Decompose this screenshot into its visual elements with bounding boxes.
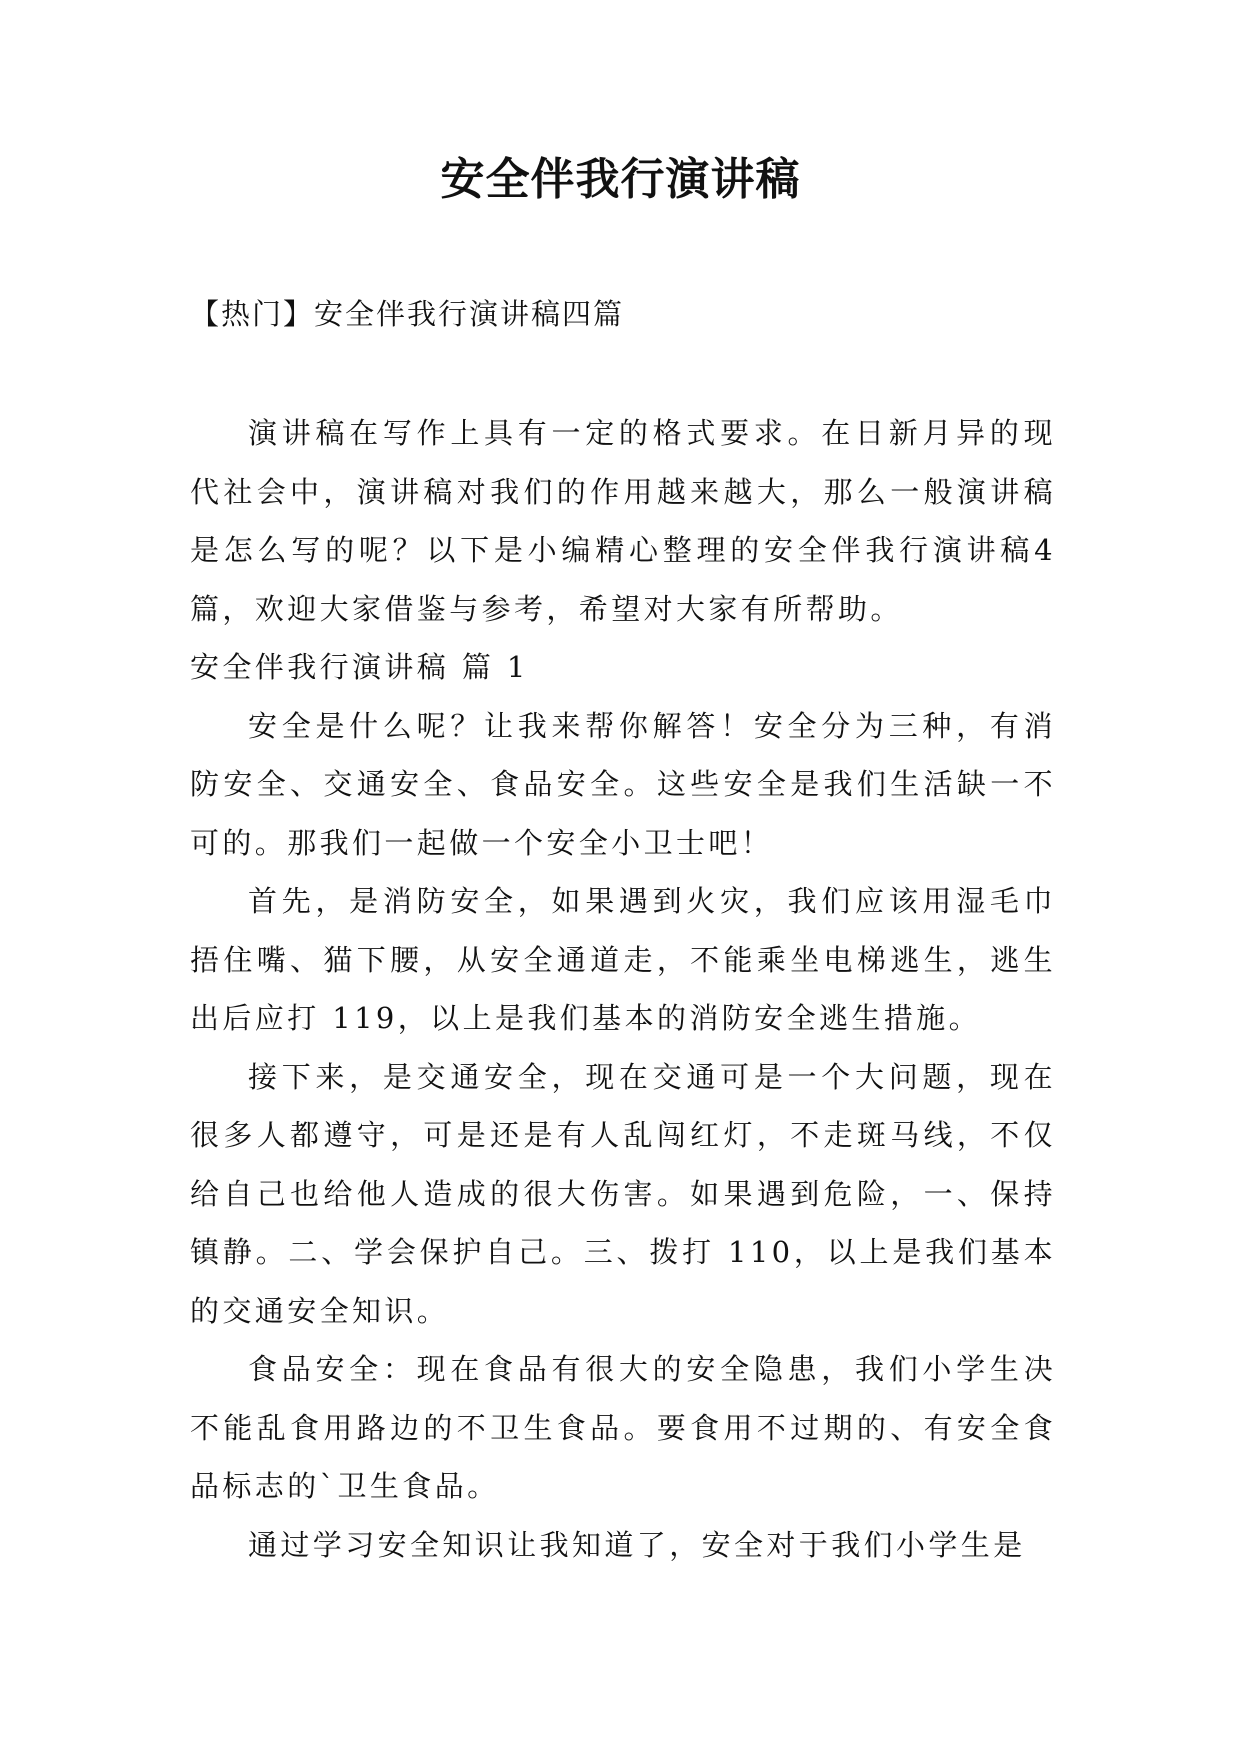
intro-paragraph: 演讲稿在写作上具有一定的格式要求。在日新月异的现代社会中，演讲稿对我们的作用越来越大，那么一般演讲稿是怎么写的呢？以下是小编精心整理的安全伴我行演讲稿4篇，欢迎大家借鉴与参考，希望对大家有所帮助。 <box>190 416 1056 626</box>
document-body <box>190 404 1056 1574</box>
body-paragraph: 通过学习安全知识让我知道了，安全对于我们小学生是 <box>248 1527 1026 1562</box>
body-paragraph: 接下来，是交通安全，现在交通可是一个大问题，现在很多人都遵守，可是还是有人乱闯红灯，不走斑马线，不仅给自己也给他人造成的很大伤害。如果遇到危险，一、保持镇静。二、学会保护自己。三、拨打 110，以上是我们基本的交通安全知识。 <box>190 1059 1056 1328</box>
body-paragraph: 食品安全：现在食品有很大的安全隐患，我们小学生决不能乱食用路边的不卫生食品。要食用不过期的、有安全食品标志的`卫生食品。 <box>190 1352 1056 1503</box>
section-heading: 安全伴我行演讲稿 篇 1 <box>190 650 529 684</box>
body-paragraph: 首先，是消防安全，如果遇到火灾，我们应该用湿毛巾捂住嘴、猫下腰，从安全通道走，不能乘坐电梯逃生，逃生出后应打 119，以上是我们基本的消防安全逃生措施。 <box>190 884 1056 1035</box>
body-paragraph: 安全是什么呢？让我来帮你解答！安全分为三种，有消防安全、交通安全、食品安全。这些安全是我们生活缺一不可的。那我们一起做一个安全小卫士吧！ <box>190 708 1056 860</box>
document-title: 安全伴我行演讲稿 <box>440 154 801 205</box>
document-subtitle: 【热门】安全伴我行演讲稿四篇 <box>190 297 625 331</box>
